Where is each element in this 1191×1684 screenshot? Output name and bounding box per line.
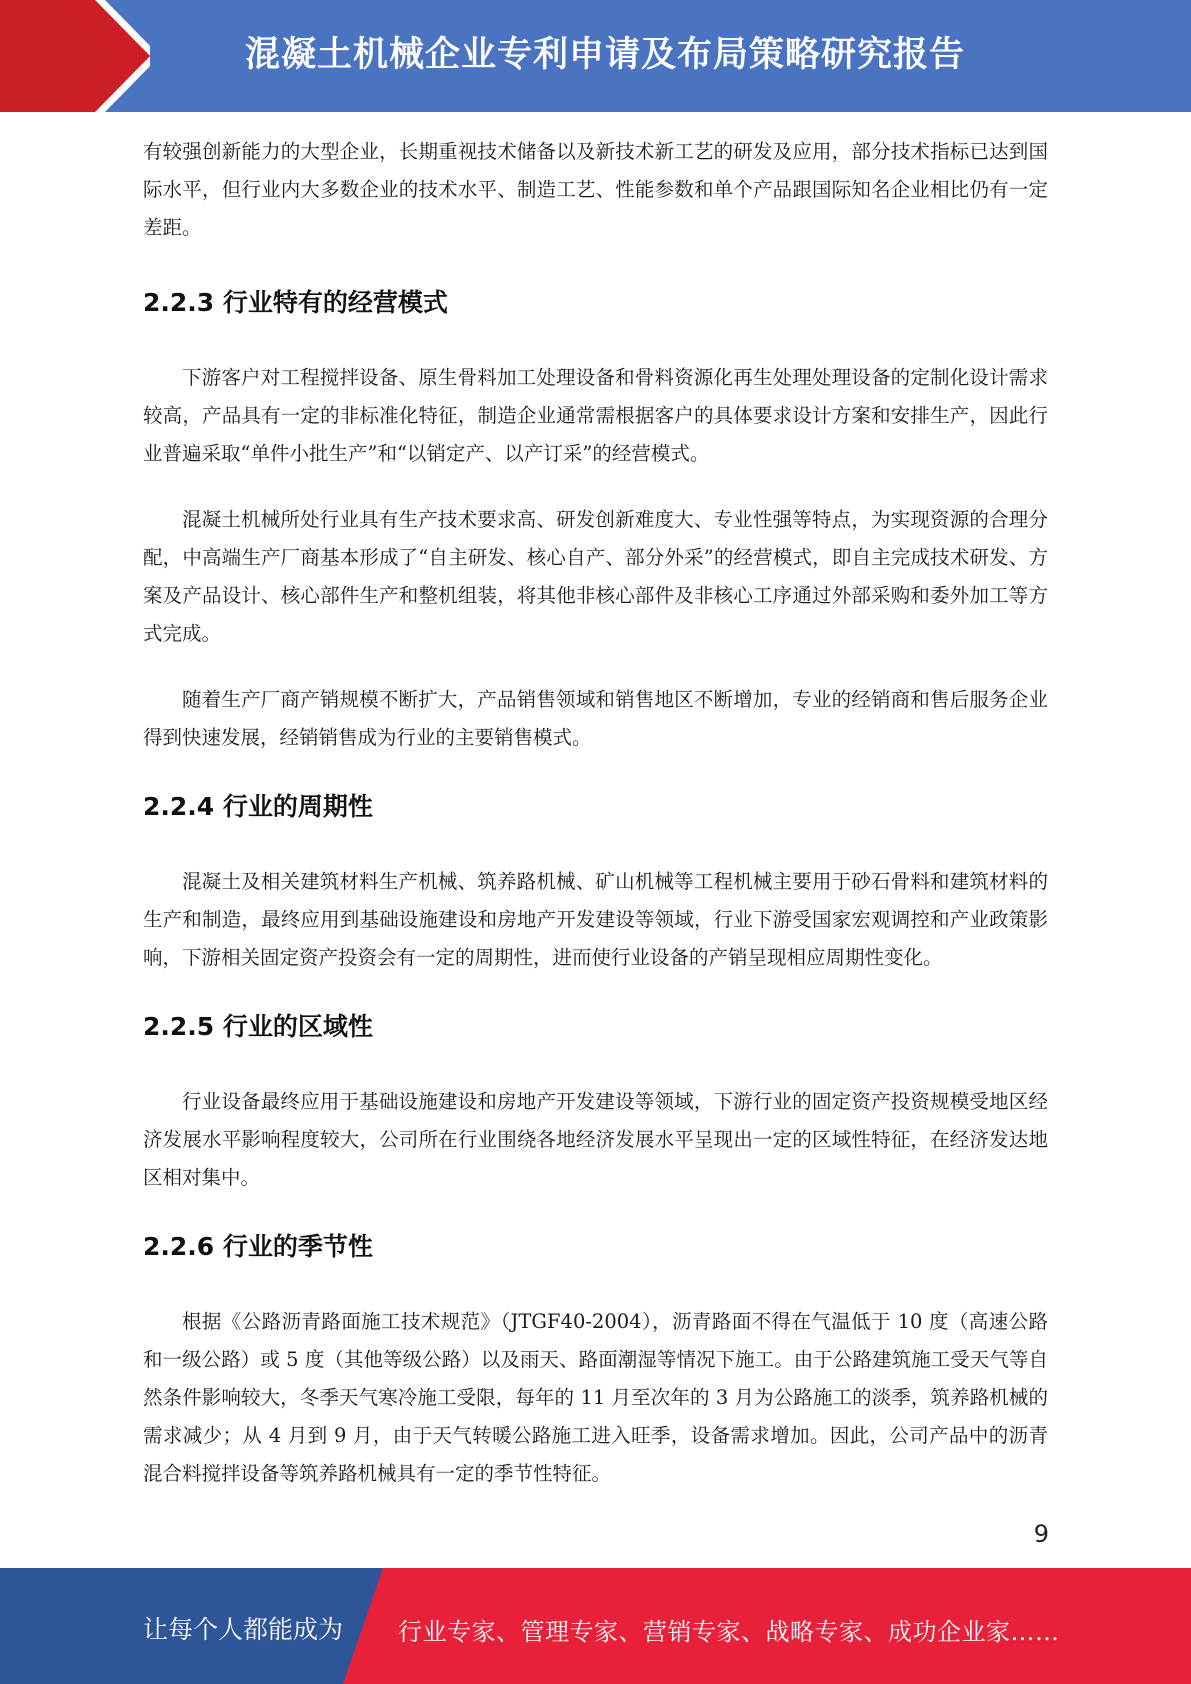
footer-banner — [0, 1568, 1191, 1684]
intro-paragraph: 有较强创新能力的大型企业，长期重视技术储备以及新技术新工艺的研发及应用，部分技术指标已达到国际水平，但行业内大多数企业的技术水平、制造工艺、性能参数和单个产品跟国际知名企业相比仍有一定差距。 — [143, 140, 1048, 239]
footer-slogan-right: 行业专家、管理专家、营销专家、战略专家、成功企业家…… — [398, 1618, 1060, 1646]
section-heading-2-2-3: 2.2.3 行业特有的经营模式 — [143, 288, 448, 317]
section-paragraph: 根据《公路沥青路面施工技术规范》（JTGF40-2004），沥青路面不得在气温低于 10 度（高速公路和一级公路）或 5 度（其他等级公路）以及雨天、路面潮湿等情况下施工。由于公路建筑施工受天气等自然条件影响较大，冬季天气寒冷施工受限，每年的 11 月至次年的 3 月为公路施工的淡季，筑养路机械的需求减少；从 4 月到 9 月，由于天气转暖公路施工进入旺季，设备需求增加。因此，公司产品中的沥青混合料搅拌设备等筑养路机械具有一定的季节性特征。 — [143, 1310, 1048, 1485]
section-heading-2-2-5: 2.2.5 行业的区域性 — [143, 1012, 373, 1041]
page-number: 9 — [1033, 1520, 1049, 1548]
section-paragraph: 随着生产厂商产销规模不断扩大，产品销售领域和销售地区不断增加，专业的经销商和售后服务企业得到快速发展，经销销售成为行业的主要销售模式。 — [143, 688, 1048, 749]
header-banner — [0, 0, 1191, 112]
section-paragraph: 行业设备最终应用于基础设施建设和房地产开发建设等领域，下游行业的固定资产投资规模受地区经济发展水平影响程度较大，公司所在行业围绕各地经济发展水平呈现出一定的区域性特征，在经济发达地区相对集中。 — [143, 1090, 1048, 1189]
footer-slogan-left: 让每个人都能成为 — [143, 1615, 344, 1644]
section-heading-2-2-4: 2.2.4 行业的周期性 — [143, 792, 373, 821]
section-paragraph: 混凝土及相关建筑材料生产机械、筑养路机械、矿山机械等工程机械主要用于砂石骨料和建筑材料的生产和制造，最终应用到基础设施建设和房地产开发建设等领域，行业下游受国家宏观调控和产业政策影响，下游相关固定资产投资会有一定的周期性，进而使行业设备的产销呈现相应周期性变化。 — [143, 870, 1048, 969]
header-red-arrow — [0, 0, 150, 112]
section-paragraph: 混凝土机械所处行业具有生产技术要求高、研发创新难度大、专业性强等特点，为实现资源的合理分配，中高端生产厂商基本形成了“自主研发、核心自产、部分外采”的经营模式，即自主完成技术研发、方案及产品设计、核心部件生产和整机组装，将其他非核心部件及非核心工序通过外部采购和委外加工等方式完成。 — [143, 508, 1048, 645]
report-title: 混凝土机械企业专利申请及布局策略研究报告 — [245, 35, 966, 75]
document-body — [143, 133, 1048, 1493]
section-paragraph: 下游客户对工程搅拌设备、原生骨料加工处理设备和骨料资源化再生处理处理设备的定制化设计需求较高，产品具有一定的非标准化特征，制造企业通常需根据客户的具体要求设计方案和安排生产，因此行业普遍采取“单件小批生产”和“以销定产、以产订采”的经营模式。 — [143, 366, 1048, 465]
section-heading-2-2-6: 2.2.6 行业的季节性 — [143, 1232, 373, 1261]
